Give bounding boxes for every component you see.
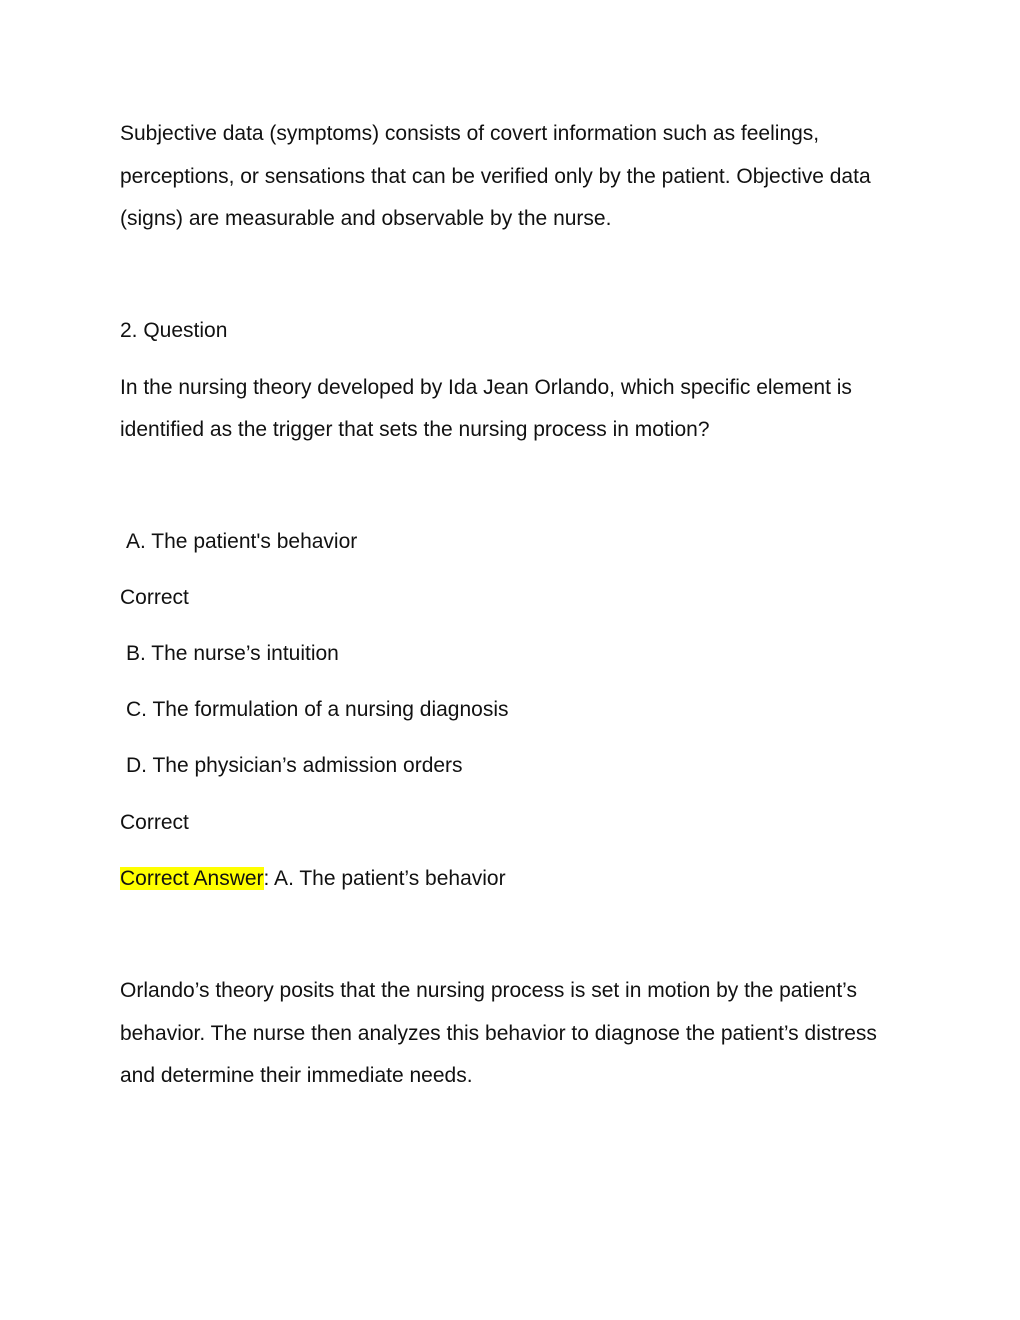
question-label: 2. Question: [120, 319, 228, 342]
intro-line-2: perceptions, or sensations that can be verified only by the patient. Objective data: [120, 165, 871, 188]
explanation-line-3: and determine their immediate needs.: [120, 1064, 473, 1087]
question-prompt-line-2: identified as the trigger that sets the nursing process in motion?: [120, 418, 710, 441]
intro-line-3: (signs) are measurable and observable by the nurse.: [120, 207, 612, 230]
explanation-line-2: behavior. The nurse then analyzes this behavior to diagnose the patient’s distress: [120, 1022, 877, 1045]
intro-line-1: Subjective data (symptoms) consists of covert information such as feelings,: [120, 122, 820, 145]
correct-answer-label: Correct Answer: [120, 867, 264, 890]
question-prompt-line-1: In the nursing theory developed by Ida Jean Orlando, which specific element is: [120, 376, 852, 399]
explanation-line-1: Orlando’s theory posits that the nursing process is set in motion by the patient’s: [120, 979, 857, 1002]
option-c: C. The formulation of a nursing diagnosis: [126, 698, 509, 721]
option-b: B. The nurse’s intuition: [126, 642, 339, 665]
status-correct-1: Correct: [120, 586, 189, 609]
status-correct-2: Correct: [120, 811, 189, 834]
option-a: A. The patient's behavior: [126, 530, 358, 553]
correct-answer-value: : A. The patient’s behavior: [263, 867, 506, 890]
option-d: D. The physician’s admission orders: [126, 754, 463, 777]
correct-answer-line: [120, 865, 506, 893]
